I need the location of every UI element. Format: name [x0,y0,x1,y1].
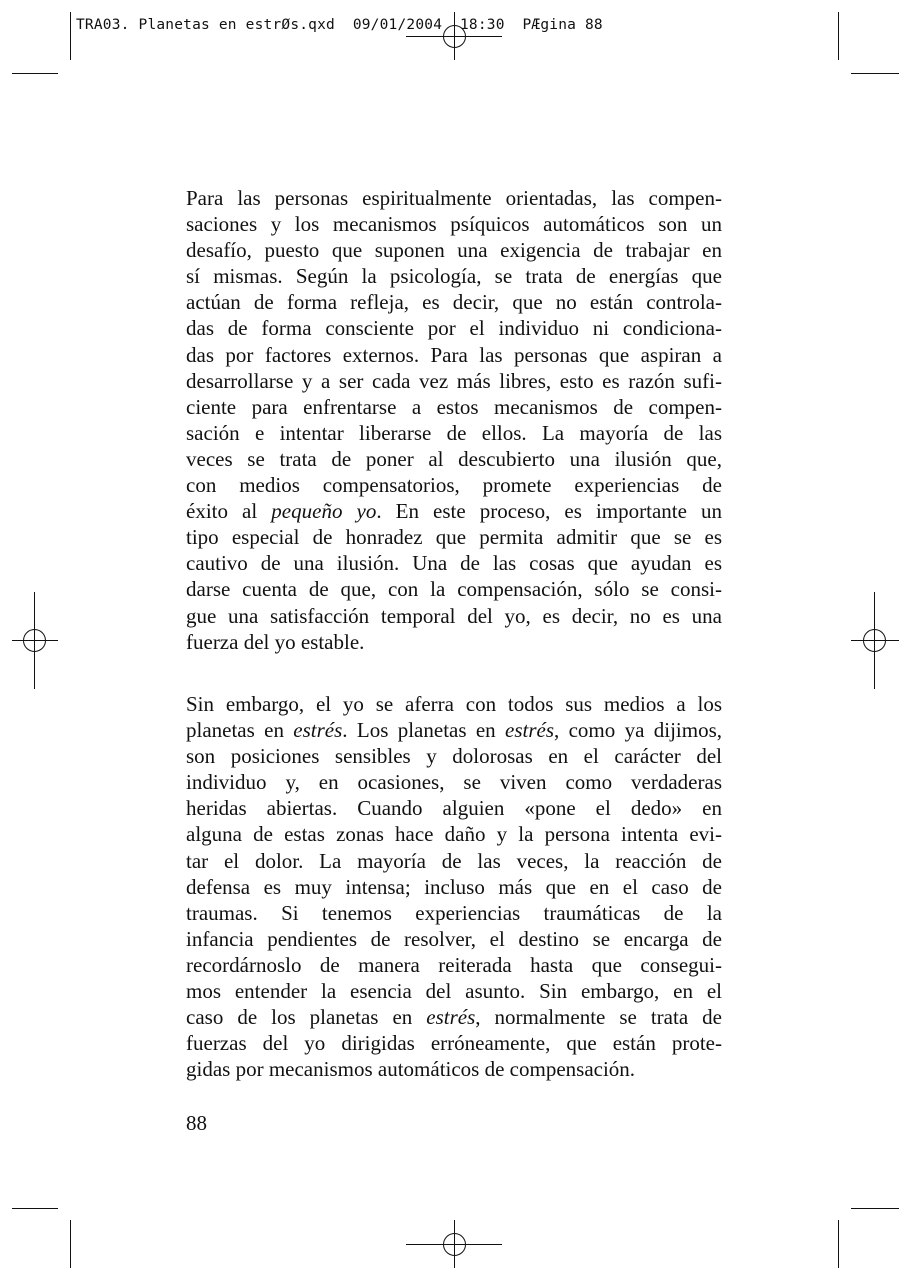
paragraph-1 [186,185,722,655]
italic-text: estrés [426,1005,476,1030]
text-line [186,769,722,795]
text-segment: traumas. Si tenemos experiencias traumáticas de la [186,900,722,925]
text-line [186,185,722,211]
text-line [186,926,722,952]
text-segment: . Los planetas en [342,718,506,743]
text-segment: sí mismas. Según la psicología, se trata de energías que [186,264,722,289]
text-line [186,821,722,847]
italic-text: estrés [505,718,555,743]
text-line [186,603,722,629]
text-segment: heridas abiertas. Cuando alguien «pone el dedo» en [186,796,722,821]
text-segment: mos entender la esencia del asunto. Sin embargo, en el [186,979,722,1004]
text-segment: fuerzas del yo dirigidas erróneamente, que están prote- [186,1031,722,1056]
text-line [186,848,722,874]
text-segment: sación e intentar liberarse de ellos. La mayoría de las [186,420,722,445]
text-line [186,743,722,769]
text-line [186,952,722,978]
page-number: 88 [186,1111,207,1135]
text-segment: recordárnoslo de manera reiterada hasta que consegui- [186,952,722,977]
text-segment: desafío, puesto que suponen una exigencia de trabajar en [186,238,722,263]
text-line [186,795,722,821]
text-line [186,550,722,576]
text-line [186,524,722,550]
text-segment: tipo especial de honradez que permita admitir que se es [186,525,722,550]
text-segment: fuerza del yo estable. [186,629,365,654]
text-segment: darse cuenta de que, con la compensación, sólo se consi- [186,577,722,602]
text-segment: con medios compensatorios, promete experiencias de [186,473,722,498]
text-segment: gue una satisfacción temporal del yo, es decir, no es una [186,603,722,628]
text-segment: caso de los planetas en [186,1005,427,1030]
text-line [186,874,722,900]
text-line [186,368,722,394]
text-segment: defensa es muy intensa; incluso más que en el caso de [186,874,722,899]
registration-mark-right [851,592,899,689]
text-line [186,978,722,1004]
text-line [186,342,722,368]
paragraph-2 [186,691,722,1082]
text-segment: saciones y los mecanismos psíquicos automáticos son un [186,212,722,237]
text-segment: infancia pendientes de resolver, el destino se encarga de [186,926,722,951]
text-line [186,629,722,655]
text-line [186,717,722,743]
text-segment: veces se trata de poner al descubierto una ilusión que, [186,446,722,471]
text-line [186,900,722,926]
text-segment: desarrollarse y a ser cada vez más libres, esto es razón sufi- [186,368,722,393]
registration-mark-left [12,592,58,689]
text-line [186,576,722,602]
text-segment: cautivo de una ilusión. Una de las cosas que ayudan es [186,551,722,576]
text-line [186,1030,722,1056]
text-line [186,691,722,717]
text-line [186,1004,722,1030]
text-segment: actúan de forma refleja, es decir, que no están controla- [186,290,722,315]
text-segment: Para las personas espiritualmente orientadas, las compen- [186,186,722,210]
text-line [186,1056,722,1082]
registration-mark-top [406,12,502,60]
text-segment: alguna de estas zonas hace daño y la persona intenta evi- [186,822,722,847]
text-segment: tar el dolor. La mayoría de las veces, la reacción de [186,848,722,873]
text-line [186,498,722,524]
text-line [186,211,722,237]
registration-mark-bottom [406,1220,502,1268]
text-line [186,446,722,472]
text-line [186,263,722,289]
text-segment: son posiciones sensibles y dolorosas en el carácter del [186,744,722,769]
text-segment: das de forma consciente por el individuo ni condiciona- [186,316,722,341]
text-segment: , como ya dijimos, [554,718,723,743]
italic-text: estrés [293,718,343,743]
text-line [186,289,722,315]
text-segment: gidas por mecanismos automáticos de compensación. [186,1057,636,1082]
text-segment: individuo y, en ocasiones, se viven como verdaderas [186,770,722,795]
text-segment: ciente para enfrentarse a estos mecanismos de compen- [186,394,722,419]
text-segment: das por factores externos. Para las personas que aspiran a [186,342,722,367]
text-segment: . En este proceso, es importante un [376,499,723,524]
text-line [186,315,722,341]
text-segment: Sin embargo, el yo se aferra con todos sus medios a los [186,692,722,716]
text-line [186,472,722,498]
text-segment: planetas en [186,718,294,743]
italic-text: pequeño yo [271,499,377,524]
print-slug: TRA03. Planetas en estrØs.qxd 09/01/2004 18:30 PÆgina 88 [76,17,603,33]
text-segment: éxito al [186,499,272,524]
text-line [186,237,722,263]
text-line [186,420,722,446]
text-line [186,394,722,420]
text-segment: , normalmente se trata de [475,1005,722,1030]
